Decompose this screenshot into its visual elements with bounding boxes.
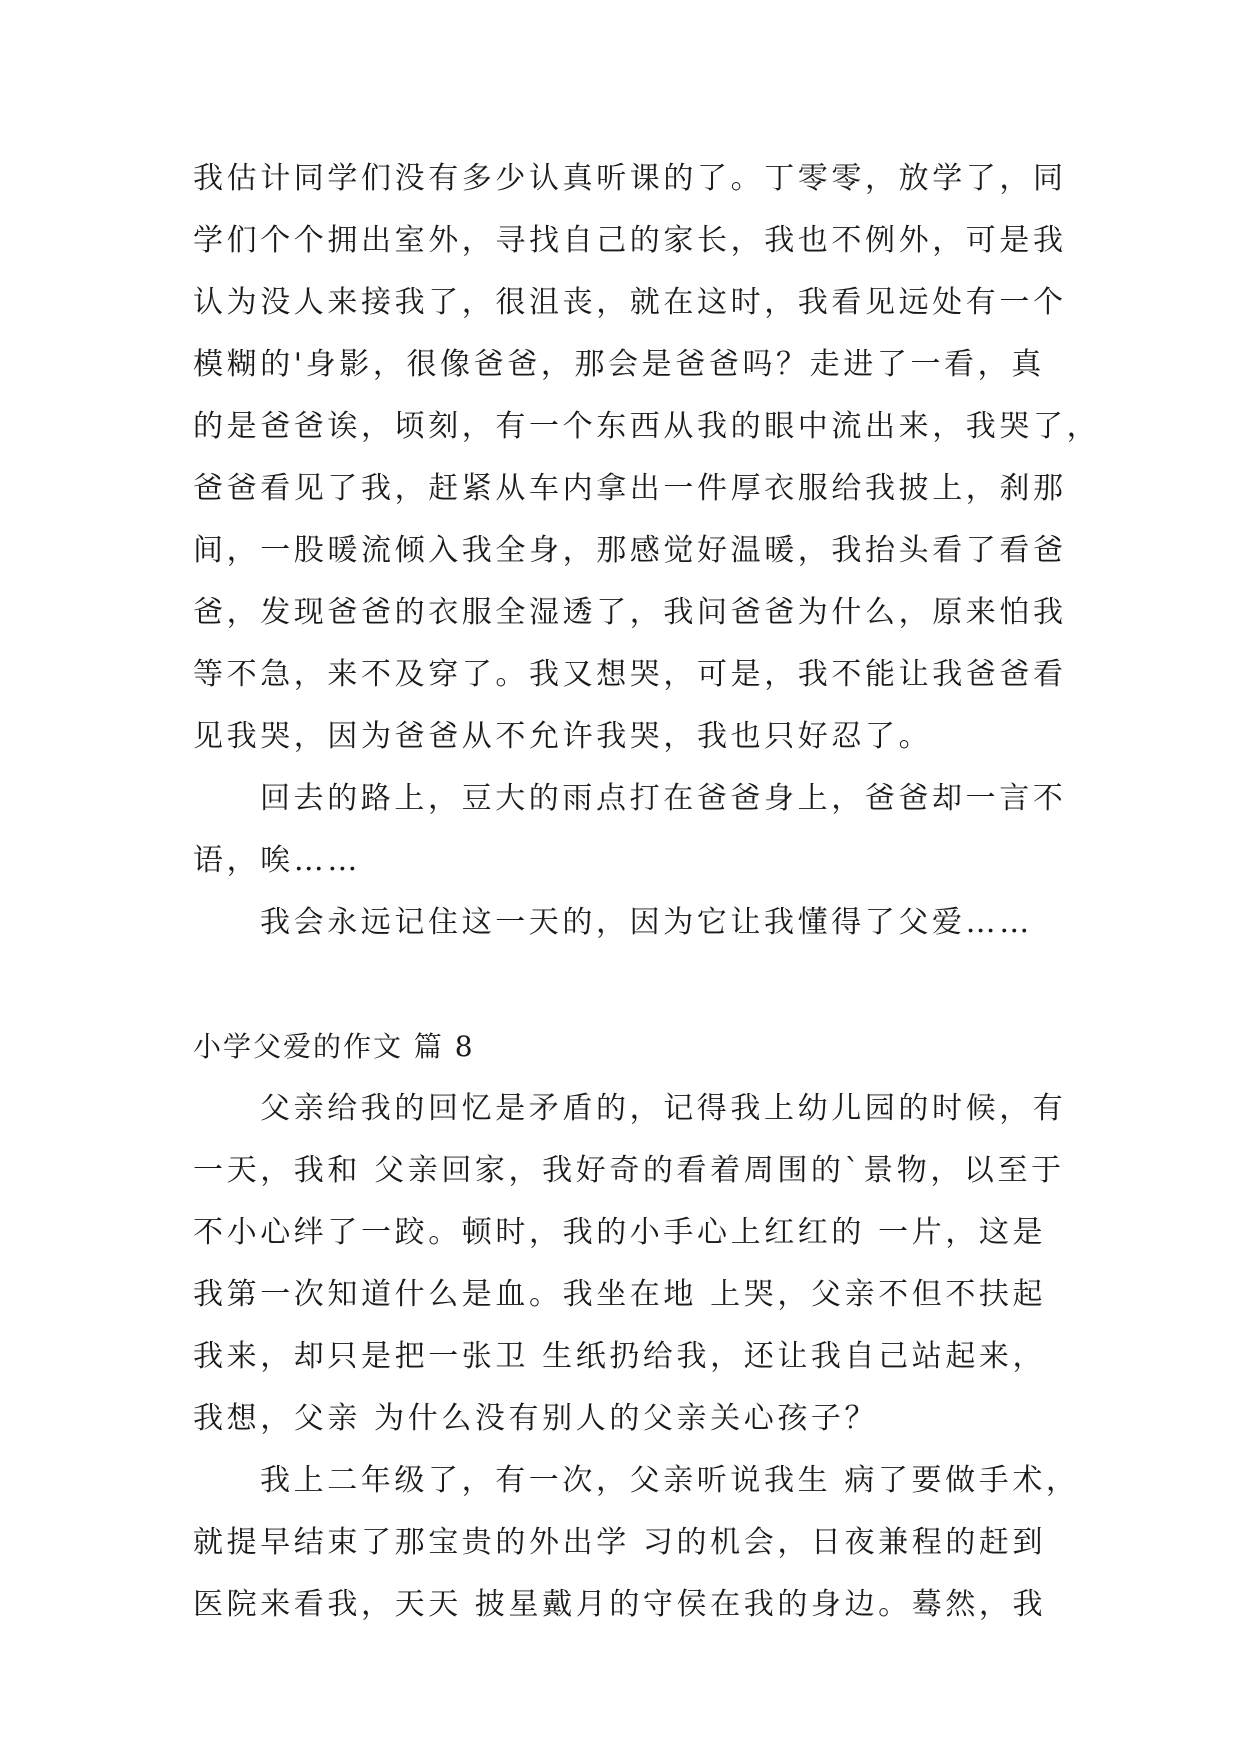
text-line: 认为没人来接我了，很沮丧，就在这时，我看见远处有一个 <box>193 285 1067 320</box>
paragraph-continued <box>193 157 1101 758</box>
text-line: 模糊的'身影，很像爸爸，那会是爸爸吗？走进了一看，真 <box>193 347 1045 382</box>
text-line: 我第一次知道什么是血。我坐在地 上哭，父亲不但不扶起 <box>193 1277 1047 1312</box>
section-spacer <box>193 963 1073 1025</box>
text-line: 爸爸看见了我，赶紧从车内拿出一件厚衣服给我披上，刹那 <box>193 471 1067 506</box>
section-title: 小学父爱的作文 篇 8 <box>193 1030 475 1063</box>
section-paragraph-1 <box>193 1087 1073 1440</box>
paragraph-2 <box>193 777 1073 882</box>
text-line: 一天，我和 父亲回家，我好奇的看着周围的`景物，以至于 <box>193 1153 1065 1188</box>
section-paragraph-2 <box>193 1459 1080 1626</box>
text-line: 不小心绊了一跤。顿时，我的小手心上红红的 一片，这是 <box>193 1215 1047 1250</box>
text-line: 学们个个拥出室外，寻找自己的家长，我也不例外，可是我 <box>193 223 1067 258</box>
text-line: 爸，发现爸爸的衣服全湿透了，我问爸爸为什么，原来怕我 <box>193 595 1067 630</box>
text-line: 的是爸爸诶，顷刻，有一个东西从我的眼中流出来，我哭了， <box>193 409 1101 444</box>
text-line: 父亲给我的回忆是矛盾的，记得我上幼儿园的时候，有 <box>260 1091 1067 1126</box>
text-line: 我来，却只是把一张卫 生纸扔给我，还让我自己站起来， <box>193 1339 1047 1374</box>
text-line: 间，一股暖流倾入我全身，那感觉好温暖，我抬头看了看爸 <box>193 533 1067 568</box>
document-body <box>193 157 1101 1645</box>
text-line: 医院来看我，天天 披星戴月的守侯在我的身边。蓦然，我 <box>193 1587 1047 1622</box>
text-line: 等不急，来不及穿了。我又想哭，可是，我不能让我爸爸看 <box>193 657 1067 692</box>
text-line: 我想，父亲 为什么没有别人的父亲关心孩子？ <box>193 1401 879 1436</box>
text-line: 我上二年级了，有一次，父亲听说我生 病了要做手术， <box>260 1463 1080 1498</box>
text-line: 回去的路上，豆大的雨点打在爸爸身上，爸爸却一言不 <box>260 781 1067 816</box>
text-line: 我会永远记住这一天的，因为它让我懂得了父爱…… <box>260 905 1033 940</box>
text-line: 见我哭，因为爸爸从不允许我哭，我也只好忍了。 <box>193 719 933 754</box>
text-line: 语，唉…… <box>193 843 361 878</box>
text-line: 我估计同学们没有多少认真听课的了。丁零零，放学了，同 <box>193 161 1067 196</box>
text-line: 就提早结束了那宝贵的外出学 习的机会，日夜兼程的赶到 <box>193 1525 1047 1560</box>
paragraph-3 <box>193 901 1073 944</box>
